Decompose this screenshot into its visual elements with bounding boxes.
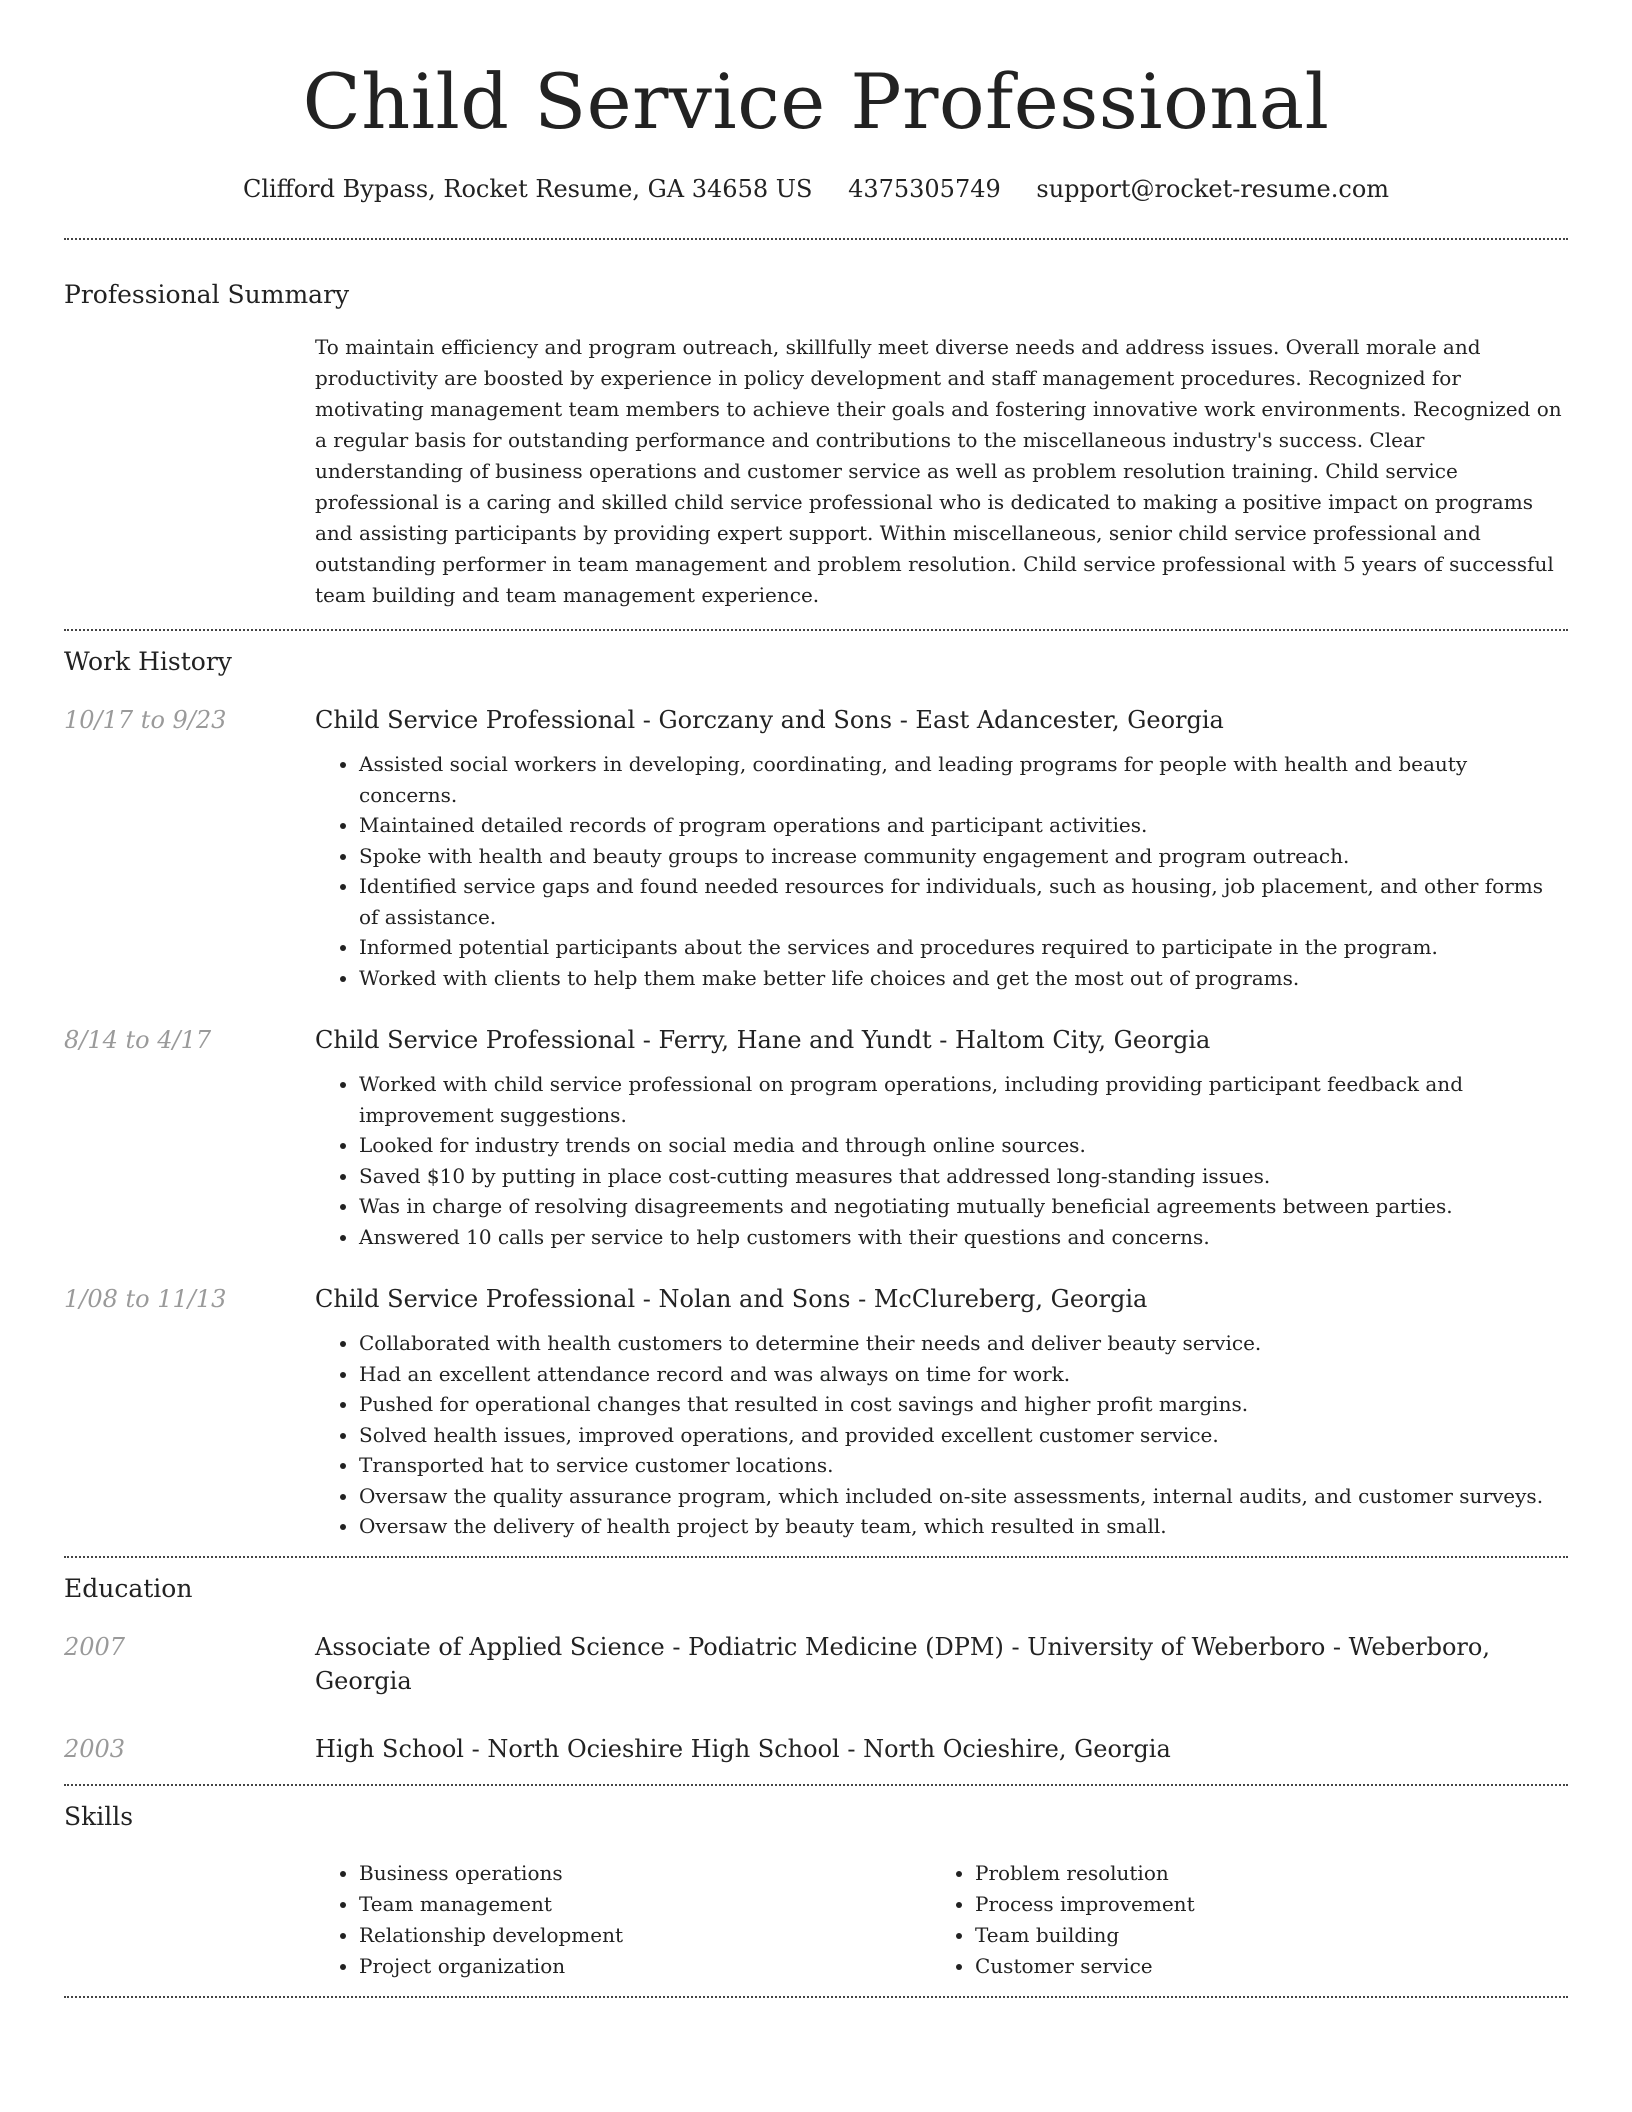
section-divider	[64, 238, 1568, 240]
job-bullet: • Had an excellent attendance record and was always on time for work.	[359, 1359, 1568, 1390]
skills-section	[64, 1800, 1568, 1982]
job-body	[315, 703, 1568, 993]
job-bullet: • Looked for industry trends on social media and through online sources.	[359, 1130, 1568, 1161]
skills-section-title: Skills	[64, 1801, 134, 1831]
education-year: 2007	[64, 1632, 126, 1661]
job-bullet: • Oversaw the delivery of health project by beauty team, which resulted in small.	[359, 1511, 1568, 1542]
education-entry	[64, 1732, 1568, 1766]
job-bullet: • Worked with clients to help them make better life choices and get the most out of programs.	[359, 963, 1568, 994]
education-heading: Associate of Applied Science - Podiatric Medicine (DPM) - University of Weberboro - Weberboro, Georgia	[315, 1632, 1490, 1695]
skill-item: • Project organization	[359, 1951, 931, 1982]
job-bullet: • Maintained detailed records of program operations and participant activities.	[359, 810, 1568, 841]
summary-section-title: Professional Summary	[64, 280, 350, 309]
skills-column-right	[931, 1858, 1547, 1982]
job-entry	[64, 1023, 1568, 1252]
skills-column-left	[315, 1858, 931, 1982]
job-heading: Child Service Professional - Nolan and Sons - McClureberg, Georgia	[315, 1285, 1148, 1313]
job-heading: Child Service Professional - Ferry, Hane and Yundt - Haltom City, Georgia	[315, 1026, 1211, 1054]
job-heading: Child Service Professional - Gorczany and Sons - East Adancester, Georgia	[315, 706, 1224, 734]
skill-item: • Relationship development	[359, 1920, 931, 1951]
job-entry	[64, 1282, 1568, 1542]
skill-item: • Process improvement	[975, 1889, 1547, 1920]
job-bullet: • Saved $10 by putting in place cost-cutting measures that addressed long-standing issues.	[359, 1161, 1568, 1192]
contact-email: support@rocket-resume.com	[1036, 175, 1390, 203]
section-divider	[64, 1784, 1568, 1786]
education-entry	[64, 1630, 1568, 1698]
job-bullet: • Transported hat to service customer locations.	[359, 1450, 1568, 1481]
job-bullet: • Pushed for operational changes that resulted in cost savings and higher profit margins.	[359, 1389, 1568, 1420]
education-section-title: Education	[64, 1573, 193, 1603]
job-body	[315, 1282, 1568, 1542]
section-divider	[64, 629, 1568, 631]
skills-list	[315, 1858, 931, 1982]
job-dates: 1/08 to 11/13	[64, 1285, 227, 1313]
section-divider	[64, 1996, 1568, 1998]
skills-list	[931, 1858, 1547, 1982]
skill-item: • Customer service	[975, 1951, 1547, 1982]
contact-line	[64, 172, 1568, 206]
education-year: 2003	[64, 1734, 126, 1763]
job-bullet: • Solved health issues, improved operations, and provided excellent customer service.	[359, 1420, 1568, 1451]
job-bullet-list	[315, 1069, 1568, 1252]
contact-address: Clifford Bypass, Rocket Resume, GA 34658 US	[242, 175, 813, 203]
job-bullet-list	[315, 1328, 1568, 1542]
job-dates: 8/14 to 4/17	[64, 1026, 212, 1054]
job-dates: 10/17 to 9/23	[64, 706, 227, 734]
work-history-section-title: Work History	[64, 647, 232, 676]
job-bullet: • Oversaw the quality assurance program, which included on-site assessments, internal audits, and customer surveys.	[359, 1481, 1568, 1512]
job-bullet: • Answered 10 calls per service to help customers with their questions and concerns.	[359, 1222, 1568, 1253]
job-bullet: • Spoke with health and beauty groups to increase community engagement and program outreach.	[359, 841, 1568, 872]
summary-paragraph: To maintain efficiency and program outreach, skillfully meet diverse needs and address issues. Overall morale and productivity are boosted by experience in policy development and staff management procedures. Recognized for motivating management team members to achieve their goals and fostering innovative work environments. Recognized on a regular basis for outstanding performance and contributions to the miscellaneous industry's success. Clear understanding of business operations and customer service as well as problem resolution training. Child service professional is a caring and skilled child service professional who is dedicated to making a positive impact on programs and assisting participants by providing expert support. Within miscellaneous, senior child service professional and outstanding performer in team management and problem resolution. Child service professional with 5 years of successful team building and team management experience.	[315, 335, 1562, 607]
skills-grid	[315, 1858, 1568, 1982]
job-bullet: • Identified service gaps and found needed resources for individuals, such as housing, job placement, and other forms of assistance.	[359, 871, 1568, 932]
skill-item: • Team management	[359, 1889, 931, 1920]
skill-item: • Team building	[975, 1920, 1547, 1951]
resume-name-heading: Child Service Professional	[302, 57, 1330, 146]
section-divider	[64, 1556, 1568, 1558]
work-history-section	[64, 645, 1568, 1542]
education-heading: High School - North Ocieshire High School - North Ocieshire, Georgia	[315, 1734, 1171, 1763]
job-bullet: • Was in charge of resolving disagreements and negotiating mutually beneficial agreements between parties.	[359, 1191, 1568, 1222]
education-section	[64, 1572, 1568, 1766]
job-bullet-list	[315, 749, 1568, 993]
job-bullet: • Informed potential participants about the services and procedures required to participate in the program.	[359, 932, 1568, 963]
job-bullet: • Collaborated with health customers to determine their needs and deliver beauty service.	[359, 1328, 1568, 1359]
job-entry	[64, 703, 1568, 993]
job-body	[315, 1023, 1568, 1252]
skill-item: • Business operations	[359, 1858, 931, 1889]
job-bullet: • Assisted social workers in developing, coordinating, and leading programs for people with health and beauty concerns.	[359, 749, 1568, 810]
contact-phone: 4375305749	[848, 175, 1001, 203]
job-bullet: • Worked with child service professional on program operations, including providing participant feedback and improvement suggestions.	[359, 1069, 1568, 1130]
skill-item: • Problem resolution	[975, 1858, 1547, 1889]
summary-section	[64, 278, 1568, 611]
